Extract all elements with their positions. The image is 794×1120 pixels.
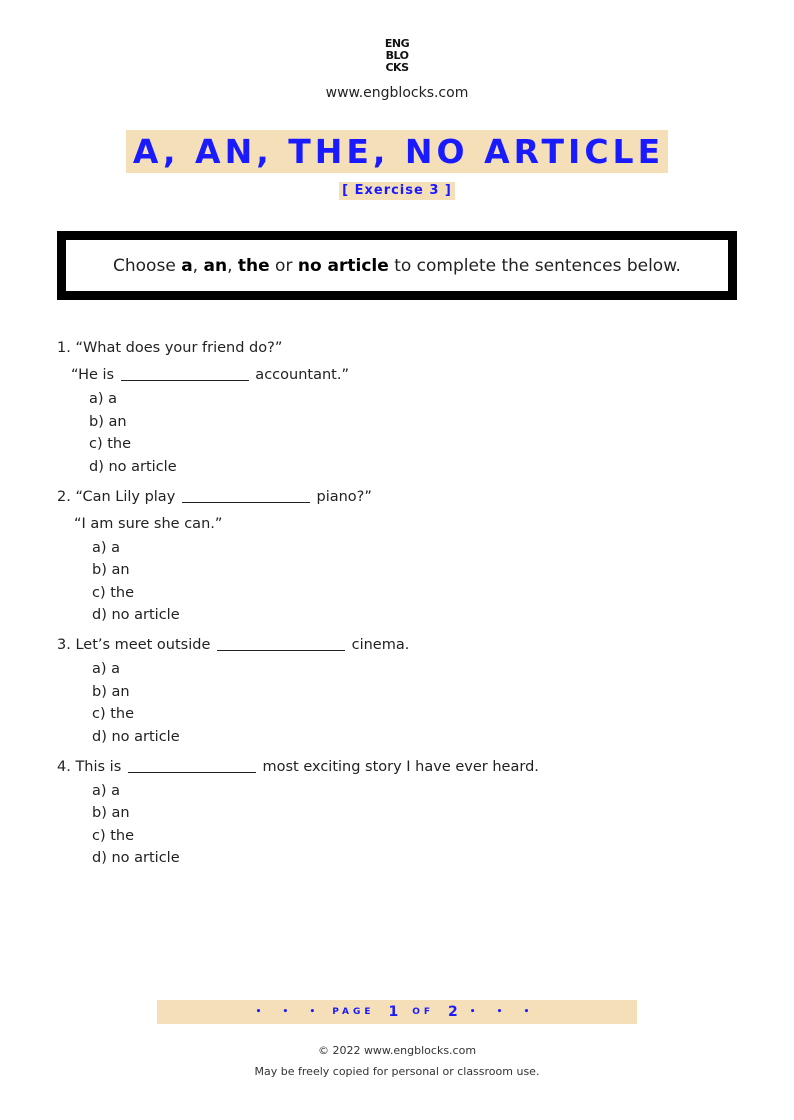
exercise-subtitle: [ Exercise 3 ] (339, 182, 455, 200)
instructions-box (57, 231, 737, 300)
option-item[interactable]: b) an (92, 684, 130, 700)
answer-blank[interactable] (128, 759, 256, 773)
option-item[interactable]: a) a (92, 661, 121, 677)
answer-blank[interactable] (121, 367, 249, 381)
copyright-text: © 2022 www.engblocks.com (317, 1044, 477, 1057)
option-item[interactable]: a) a (92, 540, 121, 556)
option-item[interactable]: d) no article (92, 850, 180, 866)
logo-line: ENG (384, 37, 410, 50)
option-item[interactable]: b) an (92, 805, 130, 821)
answer-blank[interactable] (182, 489, 310, 503)
logo-line: CKS (385, 61, 409, 74)
question-3-line-1: 3. Let’s meet outside cinema. (57, 637, 410, 653)
option-item[interactable]: c) the (92, 828, 135, 844)
question-1-line-1: 1. “What does your friend do?” (57, 340, 283, 356)
option-item[interactable]: d) no article (89, 459, 177, 475)
option-item[interactable]: c) the (92, 585, 135, 601)
question-1-line-2: “He is accountant.” (71, 367, 349, 383)
option-item[interactable]: b) an (92, 562, 130, 578)
question-2-line-1: 2. “Can Lily play piano?” (57, 489, 372, 505)
page-indicator (157, 1000, 637, 1024)
site-url: www.engblocks.com (325, 85, 469, 101)
dots-left: • • • (255, 1007, 325, 1017)
page-current: 1 (388, 1004, 399, 1020)
logo-line: BLO (385, 49, 409, 62)
option-item[interactable]: a) a (89, 391, 118, 407)
question-4-line-1: 4. This is most exciting story I have ever heard. (57, 759, 539, 775)
engblocks-logo (0, 38, 794, 74)
option-item[interactable]: d) no article (92, 729, 180, 745)
page-title: A, AN, THE, NO ARTICLE (126, 130, 668, 173)
instructions-text: Choose a, an, the or no article to complete the sentences below. (113, 255, 681, 276)
option-item[interactable]: b) an (89, 414, 127, 430)
dots-right: • • • (469, 1007, 539, 1017)
page-word: PAGE (332, 1007, 375, 1017)
of-word: OF (412, 1007, 435, 1017)
answer-blank[interactable] (217, 637, 345, 651)
question-2-line-2: “I am sure she can.” (74, 516, 223, 532)
option-item[interactable]: c) the (89, 436, 132, 452)
option-item[interactable]: a) a (92, 783, 121, 799)
option-item[interactable]: d) no article (92, 607, 180, 623)
page-total: 2 (448, 1004, 458, 1020)
option-item[interactable]: c) the (92, 706, 135, 722)
license-text: May be freely copied for personal or classroom use. (254, 1065, 540, 1078)
